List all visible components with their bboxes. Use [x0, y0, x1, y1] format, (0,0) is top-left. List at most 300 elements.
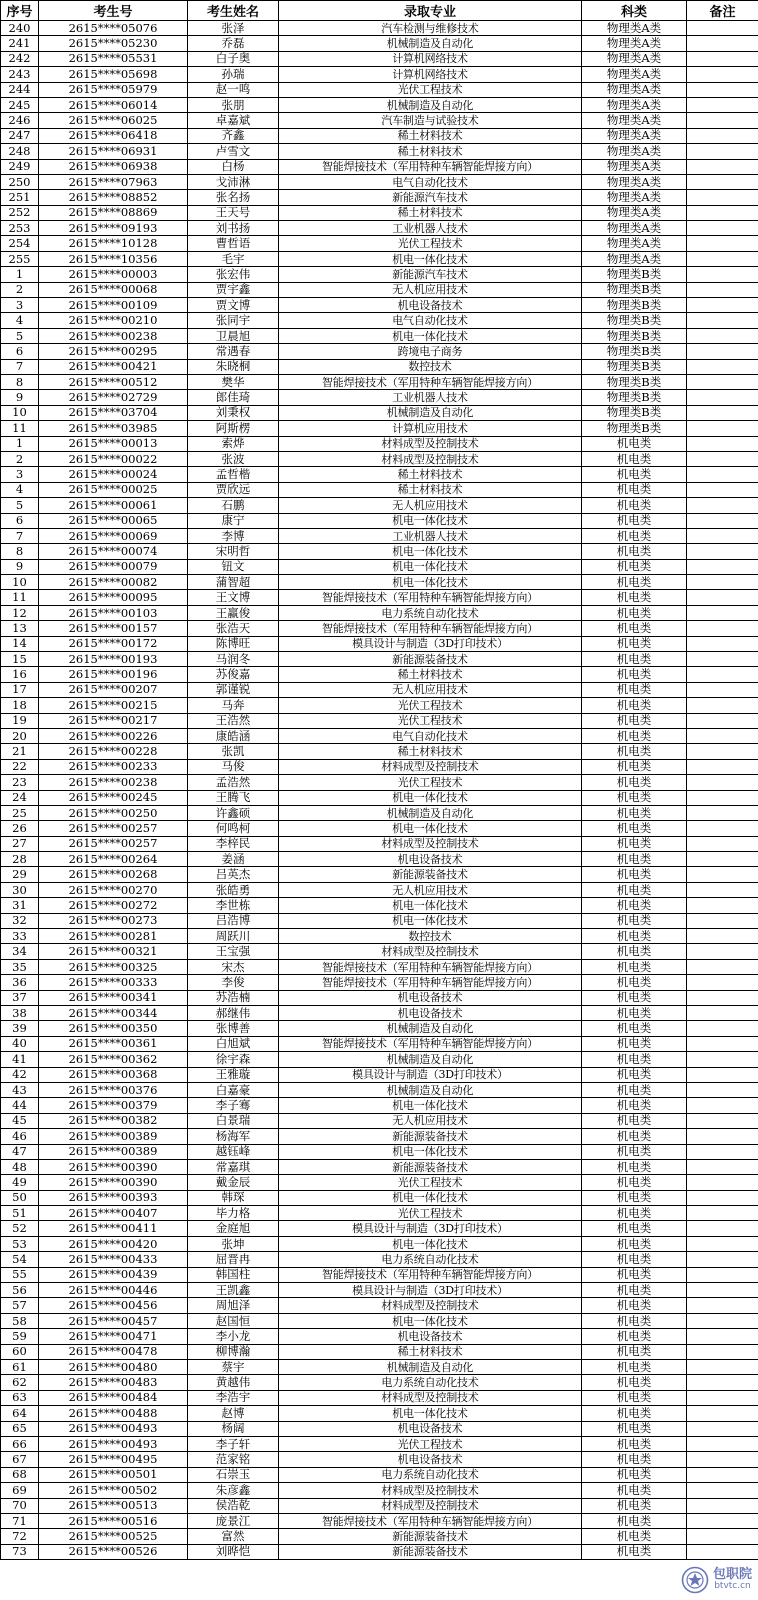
cell-name: 柳博瀚 [188, 1344, 279, 1359]
cell-seq: 40 [1, 1036, 39, 1051]
cell-name: 刘书扬 [188, 221, 279, 236]
table-row [1, 482, 758, 497]
table-row [1, 1529, 758, 1544]
cell-major: 机械制造及自动化 [279, 1021, 582, 1036]
cell-major: 材料成型及控制技术 [279, 1390, 582, 1405]
cell-major: 跨境电子商务 [279, 344, 582, 359]
cell-exam-id: 2615****00103 [39, 605, 188, 620]
cell-category: 机电类 [582, 975, 687, 990]
cell-name: 张博善 [188, 1021, 279, 1036]
cell-major: 机电一体化技术 [279, 1098, 582, 1113]
cell-major: 汽车检测与维修技术 [279, 21, 582, 36]
cell-category: 机电类 [582, 621, 687, 636]
cell-major: 机械制造及自动化 [279, 405, 582, 420]
cell-major: 机电一体化技术 [279, 328, 582, 343]
cell-name: 戴金辰 [188, 1175, 279, 1190]
cell-name: 王雅璇 [188, 1067, 279, 1082]
cell-name: 张泽 [188, 21, 279, 36]
table-row [1, 221, 758, 236]
cell-seq: 68 [1, 1467, 39, 1482]
table-row [1, 1313, 758, 1328]
cell-exam-id: 2615****00061 [39, 498, 188, 513]
cell-major: 光伏工程技术 [279, 1175, 582, 1190]
table-row [1, 1498, 758, 1513]
cell-remark [687, 282, 758, 297]
table-row [1, 159, 758, 174]
cell-category: 物理类B类 [582, 282, 687, 297]
cell-name: 富然 [188, 1529, 279, 1544]
cell-name: 吕英杰 [188, 867, 279, 882]
cell-remark [687, 251, 758, 266]
cell-major: 材料成型及控制技术 [279, 1483, 582, 1498]
table-row [1, 1544, 758, 1559]
cell-category: 机电类 [582, 1344, 687, 1359]
table-row [1, 513, 758, 528]
cell-remark [687, 1067, 758, 1082]
cell-category: 物理类B类 [582, 390, 687, 405]
cell-seq: 53 [1, 1236, 39, 1251]
cell-seq: 16 [1, 667, 39, 682]
cell-name: 杨阔 [188, 1421, 279, 1436]
cell-remark [687, 913, 758, 928]
cell-remark [687, 605, 758, 620]
table-row [1, 882, 758, 897]
cell-exam-id: 2615****00480 [39, 1359, 188, 1374]
cell-seq: 29 [1, 867, 39, 882]
cell-name: 郭谨锐 [188, 682, 279, 697]
table-row [1, 436, 758, 451]
cell-remark [687, 744, 758, 759]
cell-remark [687, 1113, 758, 1128]
cell-category: 机电类 [582, 667, 687, 682]
cell-seq: 62 [1, 1375, 39, 1390]
cell-remark [687, 867, 758, 882]
cell-category: 机电类 [582, 1375, 687, 1390]
cell-name: 徐宇森 [188, 1052, 279, 1067]
cell-seq: 10 [1, 405, 39, 420]
cell-name: 李世栋 [188, 898, 279, 913]
cell-category: 物理类A类 [582, 67, 687, 82]
cell-name: 卫晨旭 [188, 328, 279, 343]
cell-major: 机电一体化技术 [279, 513, 582, 528]
cell-exam-id: 2615****00281 [39, 929, 188, 944]
cell-exam-id: 2615****02729 [39, 390, 188, 405]
cell-major: 电气自动化技术 [279, 313, 582, 328]
cell-major: 无人机应用技术 [279, 882, 582, 897]
cell-name: 常嘉琪 [188, 1159, 279, 1174]
cell-name: 卢雪文 [188, 144, 279, 159]
cell-remark [687, 1359, 758, 1374]
cell-category: 机电类 [582, 1483, 687, 1498]
table-row [1, 1452, 758, 1467]
cell-name: 张同宇 [188, 313, 279, 328]
table-row [1, 1467, 758, 1482]
cell-major: 稀土材料技术 [279, 1344, 582, 1359]
cell-exam-id: 2615****06025 [39, 113, 188, 128]
cell-seq: 1 [1, 436, 39, 451]
cell-exam-id: 2615****00421 [39, 359, 188, 374]
cell-major: 电力系统自动化技术 [279, 1467, 582, 1482]
cell-major: 机电一体化技术 [279, 559, 582, 574]
cell-remark [687, 1498, 758, 1513]
cell-name: 樊华 [188, 374, 279, 389]
cell-remark [687, 1436, 758, 1451]
cell-seq: 45 [1, 1113, 39, 1128]
cell-major: 智能焊接技术（军用特种车辆智能焊接方向） [279, 1036, 582, 1051]
cell-exam-id: 2615****00069 [39, 528, 188, 543]
table-row [1, 1159, 758, 1174]
cell-major: 材料成型及控制技术 [279, 944, 582, 959]
table-row [1, 359, 758, 374]
cell-seq: 38 [1, 1006, 39, 1021]
cell-exam-id: 2615****00273 [39, 913, 188, 928]
cell-name: 李子骞 [188, 1098, 279, 1113]
cell-major: 电气自动化技术 [279, 728, 582, 743]
cell-exam-id: 2615****06418 [39, 128, 188, 143]
cell-remark [687, 205, 758, 220]
cell-category: 机电类 [582, 1006, 687, 1021]
cell-seq: 30 [1, 882, 39, 897]
cell-exam-id: 2615****00433 [39, 1252, 188, 1267]
cell-remark [687, 575, 758, 590]
cell-remark [687, 1344, 758, 1359]
cell-major: 稀土材料技术 [279, 667, 582, 682]
table-row [1, 590, 758, 605]
cell-remark [687, 1283, 758, 1298]
cell-exam-id: 2615****06931 [39, 144, 188, 159]
cell-name: 钮文 [188, 559, 279, 574]
cell-category: 机电类 [582, 513, 687, 528]
cell-seq: 19 [1, 713, 39, 728]
table-row [1, 128, 758, 143]
cell-category: 物理类A类 [582, 190, 687, 205]
table-row [1, 728, 758, 743]
cell-category: 机电类 [582, 1513, 687, 1528]
cell-category: 物理类A类 [582, 236, 687, 251]
cell-major: 材料成型及控制技术 [279, 1498, 582, 1513]
cell-category: 机电类 [582, 959, 687, 974]
cell-major: 计算机网络技术 [279, 51, 582, 66]
cell-seq: 254 [1, 236, 39, 251]
cell-major: 光伏工程技术 [279, 1206, 582, 1221]
cell-major: 机电一体化技术 [279, 790, 582, 805]
cell-major: 机电一体化技术 [279, 913, 582, 928]
table-row [1, 575, 758, 590]
cell-remark [687, 1006, 758, 1021]
cell-remark [687, 298, 758, 313]
cell-seq: 43 [1, 1082, 39, 1097]
cell-name: 王文博 [188, 590, 279, 605]
cell-major: 电力系统自动化技术 [279, 605, 582, 620]
cell-exam-id: 2615****00295 [39, 344, 188, 359]
cell-category: 机电类 [582, 1021, 687, 1036]
cell-exam-id: 2615****00526 [39, 1544, 188, 1559]
cell-category: 机电类 [582, 1252, 687, 1267]
cell-major: 智能焊接技术（军用特种车辆智能焊接方向） [279, 959, 582, 974]
cell-seq: 7 [1, 528, 39, 543]
cell-remark [687, 1190, 758, 1205]
cell-major: 数控技术 [279, 929, 582, 944]
cell-remark [687, 1098, 758, 1113]
cell-major: 材料成型及控制技术 [279, 759, 582, 774]
cell-name: 蒲智超 [188, 575, 279, 590]
cell-seq: 52 [1, 1221, 39, 1236]
table-row [1, 944, 758, 959]
cell-name: 李梓民 [188, 836, 279, 851]
cell-major: 机电设备技术 [279, 1452, 582, 1467]
cell-remark [687, 1052, 758, 1067]
header-seq: 序号 [1, 1, 39, 21]
cell-seq: 4 [1, 313, 39, 328]
cell-category: 机电类 [582, 1036, 687, 1051]
cell-major: 机电一体化技术 [279, 1313, 582, 1328]
cell-seq: 63 [1, 1390, 39, 1405]
table-row [1, 1406, 758, 1421]
cell-category: 机电类 [582, 744, 687, 759]
cell-name: 姜涵 [188, 852, 279, 867]
cell-category: 物理类A类 [582, 159, 687, 174]
cell-name: 金庭旭 [188, 1221, 279, 1236]
cell-seq: 65 [1, 1421, 39, 1436]
cell-remark [687, 805, 758, 820]
cell-major: 计算机应用技术 [279, 421, 582, 436]
cell-seq: 247 [1, 128, 39, 143]
cell-exam-id: 2615****00264 [39, 852, 188, 867]
table-row [1, 1221, 758, 1236]
cell-category: 机电类 [582, 1159, 687, 1174]
cell-remark [687, 1483, 758, 1498]
table-row [1, 1206, 758, 1221]
cell-remark [687, 959, 758, 974]
cell-major: 新能源装备技术 [279, 652, 582, 667]
cell-exam-id: 2615****00446 [39, 1283, 188, 1298]
cell-major: 电气自动化技术 [279, 174, 582, 189]
cell-major: 模具设计与制造（3D打印技术） [279, 1067, 582, 1082]
cell-name: 蔡宇 [188, 1359, 279, 1374]
table-row [1, 1344, 758, 1359]
cell-category: 物理类B类 [582, 405, 687, 420]
cell-remark [687, 1513, 758, 1528]
cell-name: 毕力格 [188, 1206, 279, 1221]
cell-remark [687, 451, 758, 466]
cell-seq: 20 [1, 728, 39, 743]
cell-category: 机电类 [582, 498, 687, 513]
table-row [1, 821, 758, 836]
cell-name: 周旭泽 [188, 1298, 279, 1313]
cell-name: 张宏伟 [188, 267, 279, 282]
cell-seq: 70 [1, 1498, 39, 1513]
cell-remark [687, 1236, 758, 1251]
table-row [1, 1098, 758, 1113]
header-remark: 备注 [687, 1, 758, 21]
cell-remark [687, 652, 758, 667]
cell-seq: 2 [1, 282, 39, 297]
cell-category: 物理类B类 [582, 359, 687, 374]
table-row [1, 467, 758, 482]
cell-seq: 246 [1, 113, 39, 128]
cell-exam-id: 2615****00393 [39, 1190, 188, 1205]
cell-seq: 34 [1, 944, 39, 959]
cell-seq: 60 [1, 1344, 39, 1359]
cell-seq: 22 [1, 759, 39, 774]
cell-remark [687, 528, 758, 543]
cell-name: 屈晋冉 [188, 1252, 279, 1267]
cell-name: 孟哲楷 [188, 467, 279, 482]
cell-exam-id: 2615****00407 [39, 1206, 188, 1221]
cell-exam-id: 2615****00082 [39, 575, 188, 590]
cell-seq: 5 [1, 328, 39, 343]
cell-major: 材料成型及控制技术 [279, 451, 582, 466]
cell-category: 机电类 [582, 882, 687, 897]
cell-category: 物理类A类 [582, 51, 687, 66]
cell-category: 机电类 [582, 728, 687, 743]
cell-category: 机电类 [582, 790, 687, 805]
cell-major: 新能源装备技术 [279, 1529, 582, 1544]
table-row [1, 1390, 758, 1405]
table-row [1, 344, 758, 359]
cell-seq: 5 [1, 498, 39, 513]
cell-seq: 244 [1, 82, 39, 97]
table-row [1, 713, 758, 728]
cell-seq: 47 [1, 1144, 39, 1159]
cell-category: 机电类 [582, 1144, 687, 1159]
header-exam-id: 考生号 [39, 1, 188, 21]
cell-exam-id: 2615****00245 [39, 790, 188, 805]
table-row [1, 374, 758, 389]
cell-name: 贾宇鑫 [188, 282, 279, 297]
cell-major: 机械制造及自动化 [279, 36, 582, 51]
cell-name: 曹哲语 [188, 236, 279, 251]
cell-name: 卓嘉斌 [188, 113, 279, 128]
cell-category: 机电类 [582, 990, 687, 1005]
cell-exam-id: 2615****00238 [39, 328, 188, 343]
table-row [1, 36, 758, 51]
cell-name: 王浩然 [188, 713, 279, 728]
cell-exam-id: 2615****00233 [39, 759, 188, 774]
cell-major: 工业机器人技术 [279, 528, 582, 543]
table-row [1, 190, 758, 205]
cell-major: 模具设计与制造（3D打印技术） [279, 636, 582, 651]
cell-name: 李小龙 [188, 1329, 279, 1344]
cell-name: 石崇玉 [188, 1467, 279, 1482]
cell-name: 赵一鸣 [188, 82, 279, 97]
cell-exam-id: 2615****00333 [39, 975, 188, 990]
table-row [1, 1067, 758, 1082]
cell-remark [687, 421, 758, 436]
cell-name: 侯浩乾 [188, 1498, 279, 1513]
cell-exam-id: 2615****00483 [39, 1375, 188, 1390]
table-row [1, 1252, 758, 1267]
table-row [1, 1113, 758, 1128]
cell-exam-id: 2615****00272 [39, 898, 188, 913]
cell-exam-id: 2615****00228 [39, 744, 188, 759]
cell-name: 许鑫硕 [188, 805, 279, 820]
table-row [1, 636, 758, 651]
header-category: 科类 [582, 1, 687, 21]
cell-exam-id: 2615****00471 [39, 1329, 188, 1344]
cell-remark [687, 898, 758, 913]
cell-seq: 36 [1, 975, 39, 990]
cell-exam-id: 2615****00238 [39, 775, 188, 790]
cell-name: 苏浩楠 [188, 990, 279, 1005]
cell-remark [687, 929, 758, 944]
table-row [1, 759, 758, 774]
cell-exam-id: 2615****05531 [39, 51, 188, 66]
cell-seq: 37 [1, 990, 39, 1005]
cell-exam-id: 2615****00257 [39, 836, 188, 851]
cell-major: 新能源装备技术 [279, 1544, 582, 1559]
cell-exam-id: 2615****00350 [39, 1021, 188, 1036]
cell-seq: 15 [1, 652, 39, 667]
table-row [1, 1144, 758, 1159]
cell-major: 计算机网络技术 [279, 67, 582, 82]
table-row [1, 667, 758, 682]
cell-category: 物理类B类 [582, 298, 687, 313]
cell-exam-id: 2615****06938 [39, 159, 188, 174]
cell-remark [687, 698, 758, 713]
cell-major: 稀土材料技术 [279, 128, 582, 143]
cell-exam-id: 2615****00065 [39, 513, 188, 528]
cell-remark [687, 128, 758, 143]
cell-major: 稀土材料技术 [279, 482, 582, 497]
cell-seq: 57 [1, 1298, 39, 1313]
cell-seq: 41 [1, 1052, 39, 1067]
cell-category: 机电类 [582, 1283, 687, 1298]
cell-category: 机电类 [582, 1498, 687, 1513]
cell-category: 物理类B类 [582, 421, 687, 436]
cell-remark [687, 1144, 758, 1159]
cell-major: 光伏工程技术 [279, 82, 582, 97]
cell-category: 机电类 [582, 944, 687, 959]
cell-name: 韩国柱 [188, 1267, 279, 1282]
cell-category: 机电类 [582, 1190, 687, 1205]
cell-seq: 245 [1, 97, 39, 112]
cell-name: 赵国恒 [188, 1313, 279, 1328]
cell-seq: 24 [1, 790, 39, 805]
cell-remark [687, 436, 758, 451]
table-row [1, 975, 758, 990]
cell-remark [687, 513, 758, 528]
table-row [1, 621, 758, 636]
cell-category: 机电类 [582, 467, 687, 482]
cell-seq: 72 [1, 1529, 39, 1544]
cell-seq: 23 [1, 775, 39, 790]
cell-remark [687, 36, 758, 51]
cell-name: 周跃川 [188, 929, 279, 944]
cell-remark [687, 1267, 758, 1282]
watermark-url: btvtc.cn [714, 1581, 751, 1592]
cell-exam-id: 2615****00516 [39, 1513, 188, 1528]
cell-remark [687, 790, 758, 805]
table-row [1, 313, 758, 328]
cell-category: 机电类 [582, 605, 687, 620]
cell-seq: 253 [1, 221, 39, 236]
cell-major: 新能源装备技术 [279, 1129, 582, 1144]
cell-exam-id: 2615****00344 [39, 1006, 188, 1021]
table-row [1, 544, 758, 559]
header-name: 考生姓名 [188, 1, 279, 21]
cell-major: 机电设备技术 [279, 1421, 582, 1436]
cell-category: 机电类 [582, 867, 687, 882]
cell-name: 刘晔恺 [188, 1544, 279, 1559]
cell-category: 机电类 [582, 1098, 687, 1113]
cell-category: 机电类 [582, 1406, 687, 1421]
cell-exam-id: 2615****00157 [39, 621, 188, 636]
cell-category: 机电类 [582, 559, 687, 574]
cell-exam-id: 2615****00439 [39, 1267, 188, 1282]
table-row [1, 1236, 758, 1251]
cell-name: 孙瑞 [188, 67, 279, 82]
